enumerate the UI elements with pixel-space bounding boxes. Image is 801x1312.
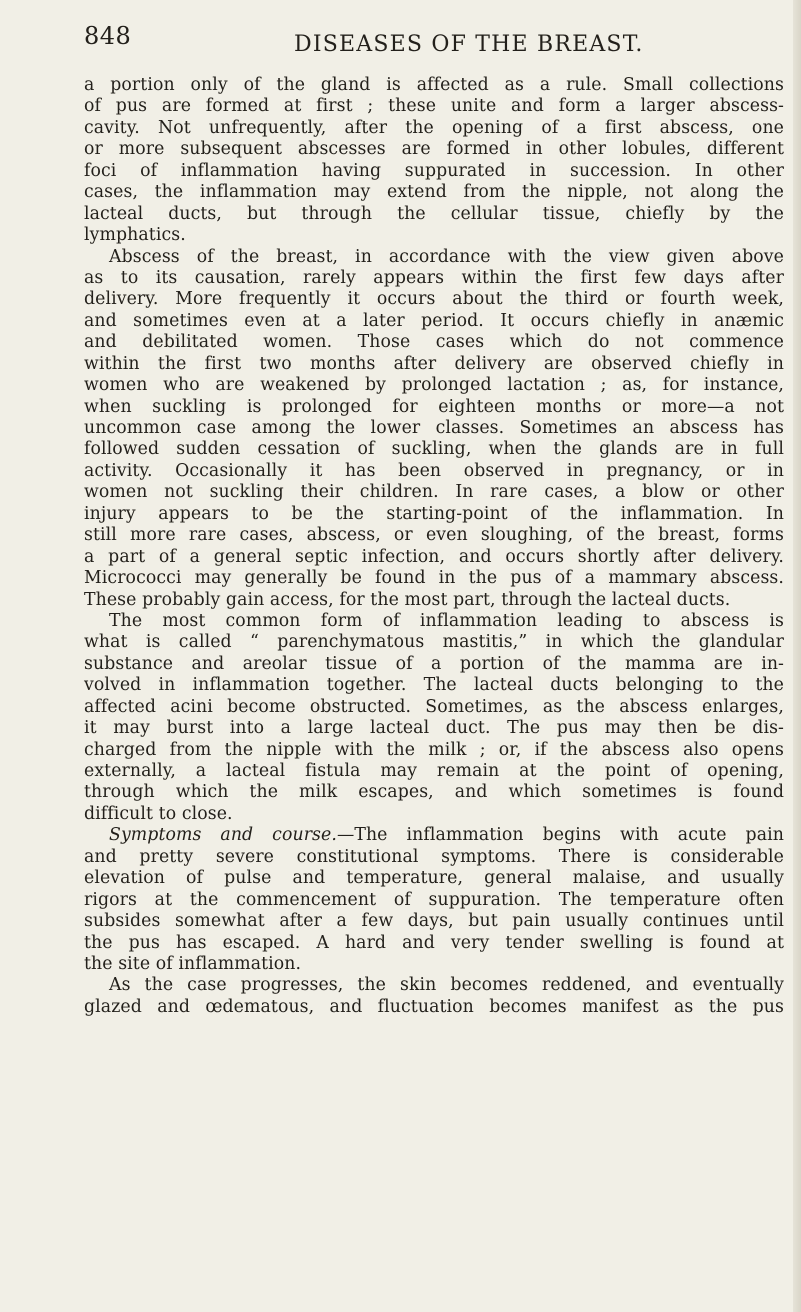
text-line: rigors at the commencement of suppuration. The temperature often <box>84 889 784 910</box>
text-line: what is called “ parenchymatous mastitis,” in which the glandular <box>84 632 784 653</box>
text-line: the site of inflammation. <box>84 953 302 974</box>
text-line: elevation of pulse and temperature, general malaise, and usually <box>84 868 784 889</box>
text-line: externally, a lacteal fistula may remain at the point of opening, <box>84 761 784 781</box>
text-line: women not suckling their children. In rare cases, a blow or other <box>84 482 784 503</box>
text-line: and debilitated women. Those cases which do not commence <box>84 332 784 353</box>
text-line: charged from the nipple with the milk ; or, if the abscess also opens <box>84 739 784 760</box>
text-line: within the first two months after delivery are observed chiefly in <box>84 353 784 374</box>
text-line: women who are weakened by prolonged lactation ; as, for instance, <box>84 375 784 396</box>
text-line: The most common form of inflammation leading to abscess is <box>109 610 784 631</box>
text-line: still more rare cases, abscess, or even sloughing, of the breast, forms <box>84 525 784 546</box>
text-line: uncommon case among the lower classes. Sometimes an abscess has <box>84 418 784 438</box>
text-line: and sometimes even at a later period. It occurs chiefly in anæmic <box>84 310 784 331</box>
running-head: DISEASES OF THE BREAST. <box>294 32 644 57</box>
text-line: injury appears to be the starting-point of the inflammation. In <box>84 503 784 524</box>
text-line: activity. Occasionally it has been observed in pregnancy, or in <box>84 460 784 481</box>
text-line: These probably gain access, for the most part, through the lacteal ducts. <box>84 589 731 610</box>
page-header <box>84 14 784 57</box>
text-line-content: The inflammation begins with acute pain <box>354 825 784 846</box>
text-line <box>84 825 784 846</box>
text-line: or more subsequent abscesses are formed in other lobules, different <box>84 139 784 160</box>
text-line: of pus are formed at first ; these unite and form a larger abscess- <box>84 96 784 117</box>
text-line: cases, the inflammation may extend from the nipple, not along the <box>84 182 784 203</box>
text-line: As the case progresses, the skin becomes reddened, and eventually <box>109 975 784 996</box>
text-line: when suckling is prolonged for eighteen months or more—a not <box>84 396 784 417</box>
text-line: cavity. Not unfrequently, after the opening of a first abscess, one <box>84 117 784 138</box>
text-line: and pretty severe constitutional symptoms. There is considerable <box>84 846 784 867</box>
text-line: substance and areolar tissue of a portion of the mamma are in- <box>84 653 784 674</box>
page-edge <box>793 0 801 1312</box>
text-line: affected acini become obstructed. Sometimes, as the abscess enlarges, <box>84 696 784 717</box>
text-line: a part of a general septic infection, and occurs shortly after delivery. <box>84 546 784 567</box>
text-line: Micrococci may generally be found in the pus of a mammary abscess. <box>84 568 784 589</box>
text-line: Abscess of the breast, in accordance with the view given above <box>109 246 784 267</box>
text-line: volved in inflammation together. The lacteal ducts belonging to the <box>84 675 784 696</box>
page-number: 848 <box>84 22 132 50</box>
text-line: foci of inflammation having suppurated in succession. In other <box>84 160 784 181</box>
text-line: it may burst into a large lacteal duct. The pus may then be dis- <box>84 718 784 739</box>
text-line: subsides somewhat after a few days, but pain usually continues until <box>84 911 784 932</box>
text-line: delivery. More frequently it occurs about the third or fourth week, <box>84 289 784 310</box>
text-line: as to its causation, rarely appears within the first few days after <box>84 267 784 288</box>
text-line: lacteal ducts, but through the cellular tissue, chiefly by the <box>84 203 784 224</box>
text-line: followed sudden cessation of suckling, when the glands are in full <box>84 439 784 460</box>
text-line: a portion only of the gland is affected as a rule. Small collections <box>84 75 784 95</box>
body-text <box>84 75 784 1018</box>
text-line: through which the milk escapes, and which sometimes is found <box>84 782 784 803</box>
section-heading: Symptoms and course.— <box>109 825 355 846</box>
text-line: the pus has escaped. A hard and very tender swelling is found at <box>84 932 784 953</box>
text-line: difficult to close. <box>84 803 233 824</box>
text-line: glazed and œdematous, and fluctuation becomes manifest as the pus <box>84 996 784 1017</box>
text-line: lymphatics. <box>84 225 186 246</box>
